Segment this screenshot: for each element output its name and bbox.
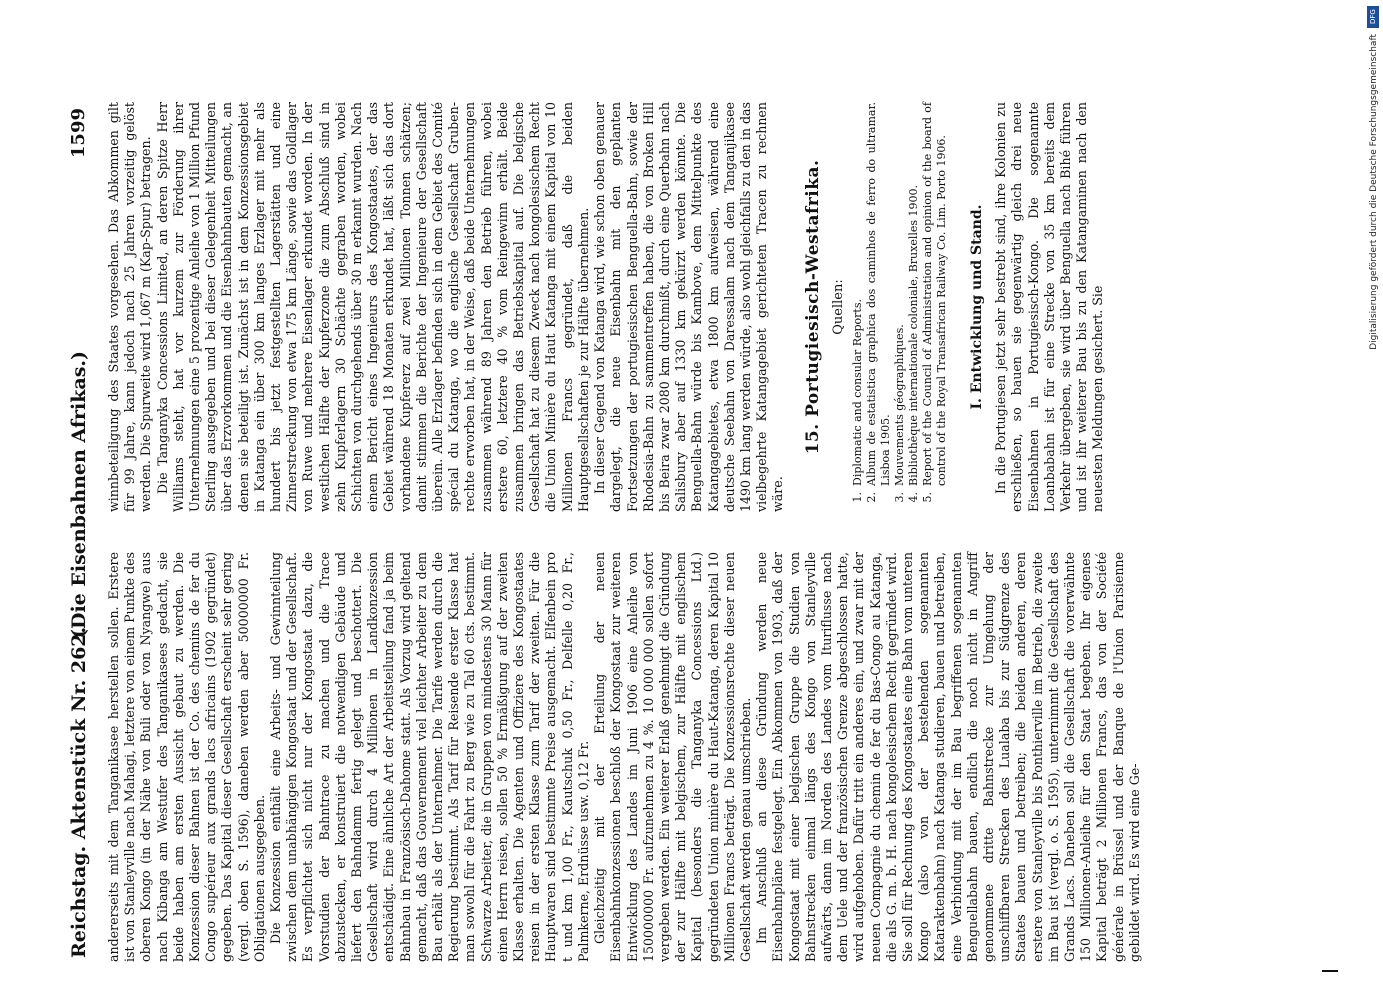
source-text: Report of the Council of Administration and opinion of the board of control of the Royal Transafrican Railway Co. Lim. Porto 1906. xyxy=(920,102,948,486)
source-text: Mouvements géographiques. xyxy=(892,324,906,486)
sources-list xyxy=(851,102,949,512)
margin-mark xyxy=(1322,970,1338,972)
source-number: 4. xyxy=(906,492,920,503)
running-header xyxy=(62,98,98,968)
section-title: 15. Portugiesisch-Westafrika. xyxy=(802,159,823,455)
text-columns xyxy=(106,98,1362,968)
source-text: Album de estatistica graphica dos caminhos de ferro do ultramar. Lisboa 1905. xyxy=(864,102,892,486)
right-paragraph: Die Tanganyka Concessions Limited, an deren Spitze Herr Williams steht, hat vor kurzem zur Förderung ihrer Unternehmungen eine 5 prozentige Anleihe von 1 Million Pfund Sterling ausgegeben und bei dieser Gelegenheit Mitteilungen über das Erzvorkommen und die Eisenbahnbauten gemacht, an denen sie beteiligt ist. Zunächst ist in dem Konzessionsgebiet in Katanga ein über 300 km langes Erzlager mit mehr als hundert bis jetzt festgestellten Lagerstätten und eine Zinnerstreckung von etwa 175 km Länge, sowie das Goldlager von Ruwe und mehrere Eisenlager erkundet worden. In der westlichen Hälfte der Kupferzone die zum Abschluß sind in zehn Kupferlagern 30 Schächte gegraben worden, wobei Schichten von durchgehends über 30 m erkannt wurden. Nach einem Bericht eines Ingenieurs des Kongostaates, der das Gebiet während 18 Monaten erkundet hat, läßt sich das dort vorhandene Kupfererz auf zwei Millionen Tonnen schätzen; damit stimmen die Berichte der Ingenieure der Gesellschaft überein. Alle Erzlager befinden sich in dem Gebiet des Comité spécial du Katanga, wo die englische Gesellschaft Gruben-rechte erworben hat, in der Weise, daß beide Unternehmungen zusammen während 89 Jahren den Betrieb führen, wobei erstere 60, letztere 40 % vom Reingewinn erhält. Beide zusammen bringen das Betriebskapital auf. Die belgische Gesellschaft hat zu diesem Zweck nach kongolesischem Recht die Union Minière du Haut Katanga mit einem Kapital von 10 Millionen Francs gegründet, daß die beiden Hauptgesellschaften je zur Hälfte übernehmen. xyxy=(154,102,591,512)
subsection-title: I. Entwicklung und Stand. xyxy=(968,204,985,410)
dfg-logo: DFG xyxy=(1367,6,1379,28)
right-column xyxy=(106,102,1107,512)
left-paragraph: andererseits mit dem Tanganikasee herstellen sollen. Erstere ist von Stanleyville nach Mahagi, letztere von einem Punkte des oberen Kongo (in der Nähe von Buli oder von Nyangwe) aus nach Kibanga am Westufer des Tanganikasees gedacht, sie beide haben am ersten Aussicht gebaut zu werden. Die Konzession dieser Bahnen ist der Co. des chemins de fer du Congo supérieur aux grands lacs africains (1902 gegründet) gegeben. Das Kapital dieser Gesellschaft erscheint sehr gering (vergl. oben S. 1596), daneben werden aber 50000000 Fr. Obligationen ausgegeben. xyxy=(106,552,267,962)
left-paragraph: Gleichzeitig mit der Erteilung der neuen Eisenbahnkonzessionen beschloß der Kongostaat zur weiteren Entwicklung des Landes im Juni 1906 eine Anleihe von 150000000 Fr. aufzunehmen zu 4 %. 10 000 000 sollen sofort vergeben werden. Ein weiterer Erlaß genehmigt die Gründung der zur Hälfte mit belgischem, zur Hälfte mit englischem Kapital (besonders die Tanganyka Concessions Ltd.) gegründeten Union minière du Haut-Katanga, deren Kapital 10 Millionen Francs beträgt. Die Konzessionsrechte dieser neuen Gesellschaft werden genau umschrieben. xyxy=(592,552,753,962)
header-center: (Die Eisenbahnen Afrikas.) xyxy=(68,350,90,638)
right-paragraph: In die Portugiesen jetzt sehr bestrebt sind, ihre Kolonien zu erschließen, so bauen sie gegenwärtig gleich drei neue Eisenbahnen in Portugiesisch-Kongo. Die sogenannte Loanbabahn ist für eine Strecke von 35 km bereits dem Verkehr übergeben, sie wird über Benguella nach Bihé führen und ist ihr weiterer Bau bis zu den Katangaminen nach den neuesten Meldungen gesichert. Sie xyxy=(993,102,1106,512)
right-paragraph: winnbeteiligung des Staates vorgesehen. Das Abkommen gilt für 99 Jahre, kann jedoch nach 25 Jahren vorzeitig gelöst werden. Die Spurweite wird 1,067 m (Kap-Spur) betragen. xyxy=(106,102,154,512)
page-number: 1599 xyxy=(68,108,89,159)
sources-heading: Quellen: xyxy=(830,279,846,335)
rotated-document-page xyxy=(62,98,1362,968)
source-text: Bibliothèque internationale coloniale, Bruxelles 1900. xyxy=(906,184,920,486)
source-text: Diplomatic and consular Reports. xyxy=(850,299,864,486)
source-number: 5. xyxy=(920,492,934,503)
source-number: 3. xyxy=(892,492,906,503)
left-paragraph: Die Konzession enthält eine Arbeits- und Gewinnteilung zwischen dem unabhängigen Kongostaat und der Gesellschaft. Es verpflichtet sich nicht nur der Kongostaat dazu, die Vorstudien der Bahntrace zu machen und die Trace abzustecken, er konstruiert die notwendigen Gebäude und liefert den Bahndamm fertig gelegt und beschottert. Die Gesellschaft wird durch 4 Millionen in Landkonzession entschädigt. Eine ähnliche Art der Arbeitsteilung fand ja beim Bahnbau in Französisch-Dahome statt. Als Vorzug wird geltend gemacht, daß das Gouvernement viel leichter Arbeiter zu dem Bau erhält als der Unternehmer. Die Tarife werden durch die Regierung bestimmt. Als Tarif für Reisende erster Klasse hat man sowohl für die Fahrt zu Berg wie zu Tal 60 cts. bestimmt. Schwarze Arbeiter, die in Gruppen von mindestens 30 Mann für einen Herrn reisen, sollen 50 % Ermäßigung auf der zweiten Klasse erhalten. Die Agenten und Offiziere des Kongostaates reisen in der ersten Klasse zum Tarif der zweiten. Für die Hauptwaren sind bestimmte Preise ausgemacht. Elfenbein pro t und km 1,00 Fr., Kautschuk 0,50 Fr., Delfelle 0,20 Fr., Palmkerne, Erdnüsse usw. 0,12 Fr. xyxy=(268,552,591,962)
source-item xyxy=(907,102,921,512)
digitization-note: Digitalisierung gefördert durch die Deutsche Forschungsgemeinschaft xyxy=(1369,34,1379,350)
source-item xyxy=(921,102,949,512)
left-paragraph: Im Anschluß an diese Gründung werden neue Eisenbahnpläne festgelegt. Ein Abkommen von 1903, daß der Kongostaat mit einer belgischen Gruppe die Studien von Bahnstrecken einmal längs des Kongo von Stanleyville aufwärts, dann im Norden des Landes vom Ituriflusse nach dem Uele und der französischen Grenze abgeschlossen hatte, wird aufgehoben. Dafür tritt ein anderes ein, und zwar mit der neuen Compagnie du chemin de fer du Bas-Congo au Katanga, die als G. m. b. H. nach kongolesischem Recht gegründet wird. Sie soll für Rechnung des Kongostaates eine Bahn vom unteren Kongo (also von der bestehenden sogenannten Kataraktenbahn) nach Katanga studieren, bauen und betreiben, eine Verbindung mit der im Bau begriffenen sogenannten Benguellabahn bauen, endlich die noch nicht in Angriff genommene dritte Bahnstrecke zur Umgehung der unschiffbaren Strecken des Lualaba bis zur Südgrenze des Staates bauen und betreiben; die beiden anderen, deren erstere von Stanleyville bis Ponthierville im Betrieb, die zweite im Bau ist (vergl. o. S. 1595), unternimmt die Gesellschaft des Grands Lacs. Daneben soll die Gesellschaft die vorerwähnte 150 Millionen-Anleihe für den Staat begeben. Ihr eigenes Kapital beträgt 2 Millionen Francs, das von der Société générale in Brüssel und der Banque de l'Union Parisienne gebildet wird. Es wird eine Ge- xyxy=(754,552,1142,962)
source-item xyxy=(851,102,865,512)
header-left: Reichstag. Aktenstück Nr. 262. xyxy=(68,626,90,958)
source-item xyxy=(865,102,893,512)
source-number: 2. xyxy=(864,492,878,503)
left-column xyxy=(106,552,1143,962)
source-item xyxy=(893,102,907,512)
source-number: 1. xyxy=(850,492,864,503)
right-paragraph: In dieser Gegend von Katanga wird, wie schon oben genauer dargelegt, die neue Eisenbahn mit den geplanten Fortsetzungen der portugiesischen Benguella-Bahn, sowie der Rhodesia-Bahn zu sammentreffen haben, die von Broken Hill bis Beira zwar 2080 km durchmißt, durch eine Querbahn nach Salisbury aber auf 1330 km gekürzt werden könnte. Die Benguella-Bahn würde bis Kambove, dem Mittelpunkte des Katangagebietes, etwa 1800 km aufweisen, während eine deutsche Seebahn von Daressalam nach dem Tanganjikasee 1490 km lang werden würde, also wohl gleichfalls zu den in das vielbegehrte Katangagebiet gerichteten Tracen zu rechnen wäre. xyxy=(592,102,786,512)
